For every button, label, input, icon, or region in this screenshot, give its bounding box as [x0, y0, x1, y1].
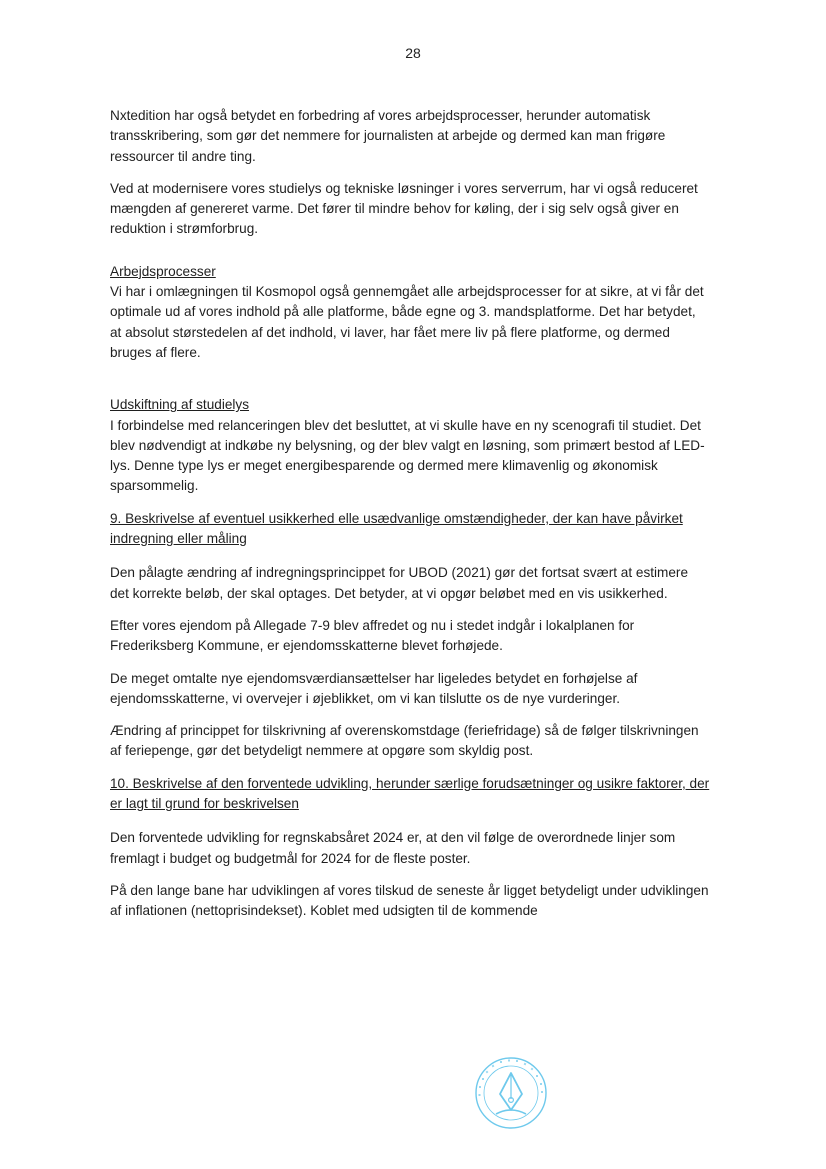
paragraph: De meget omtalte nye ejendomsværdiansættelser har ligeledes betydet en forhøjelse af ejendomsskatterne, vi overvejer i øjeblikket, om vi kan tilslutte os de nye vurderinger. — [110, 670, 638, 706]
paragraph: Ændring af princippet for tilskrivning af overenskomstdage (feriefridage) så de følger tilskrivningen af feriepenge, gør det betydeligt nemmere at opgøre som skyldig post. — [110, 723, 699, 759]
section-9-heading: 9. Beskrivelse af eventuel usikkerhed elle usædvanlige omstændigheder, der kan have påvirket indregning eller måling — [110, 510, 683, 547]
section-10-heading: 10. Beskrivelse af den forventede udvikling, herunder særlige forudsætninger og usikre faktorer, der er lagt til grund for beskrivelsen — [110, 775, 710, 812]
paragraph: Vi har i omlægningen til Kosmopol også gennemgået alle arbejdsprocesser for at sikre, at vi får det optimale ud af vores indhold på alle platforme, både egne og 3. mandsplatforme. Det har betydet, at absolut størstedelen af det indhold, vi laver, har fået mere liv på flere platforme, og dermed bruges af flere. — [110, 284, 704, 360]
section-heading: Arbejdsprocesser — [110, 263, 216, 279]
page-number: 28 — [405, 45, 421, 61]
paragraph: Den pålagte ændring af indregningsprincippet for UBOD (2021) gør det fortsat svært at estimere det korrekte beløb, der skal optages. Det betyder, at vi opgør beløbet med en vis usikkerhed. — [110, 565, 689, 601]
spacer — [110, 375, 710, 395]
spacer — [110, 252, 710, 262]
paragraph: Efter vores ejendom på Allegade 7-9 blev affredet og nu i stedet indgår i lokalplanen for Frederiksberg Kommune, er ejendomsskatterne blevet forhøjede. — [110, 617, 635, 654]
paragraph: Ved at modernisere vores studielys og tekniske løsninger i vores serverrum, har vi også reduceret mængden af genereret varme. Det fører til mindre behov for køling, der i sig selv også giver en reduktion i strømforbrug. — [110, 180, 698, 237]
paragraph: I forbindelse med relanceringen blev det besluttet, at vi skulle have en ny scenografi til studiet. Det blev nødvendigt at indkøbe ny belysning, og der blev valgt en løsning, som primært bestod af LED-lys. Denne type lys er meget energibesparende og dermed mere klimavenlig og økonomisk sparsommelig. — [110, 417, 705, 494]
paragraph: Nxtedition har også betydet en forbedring af vores arbejdsprocesser, herunder automatisk transskribering, som gør det nemmere for journalisten at arbejde og dermed kan man frigøre ressourcer til andre ting. — [110, 108, 666, 164]
document-body — [110, 106, 710, 934]
paragraph: På den lange bane har udviklingen af vores tilskud de seneste år ligget betydeligt under udviklingen af inflationen (nettoprisindekset). Koblet med udsigten til de kommende — [110, 882, 709, 919]
section-studielys — [110, 395, 710, 496]
paragraph: Den forventede udvikling for regnskabsåret 2024 er, at den vil følge de overordnede linjer som fremlagt i budget og budgetmål for 2024 for de fleste poster. — [110, 830, 676, 866]
section-arbejdsprocesser — [110, 262, 710, 363]
seal-stamp-icon — [474, 1056, 548, 1130]
section-heading: Udskiftning af studielys — [110, 397, 250, 413]
